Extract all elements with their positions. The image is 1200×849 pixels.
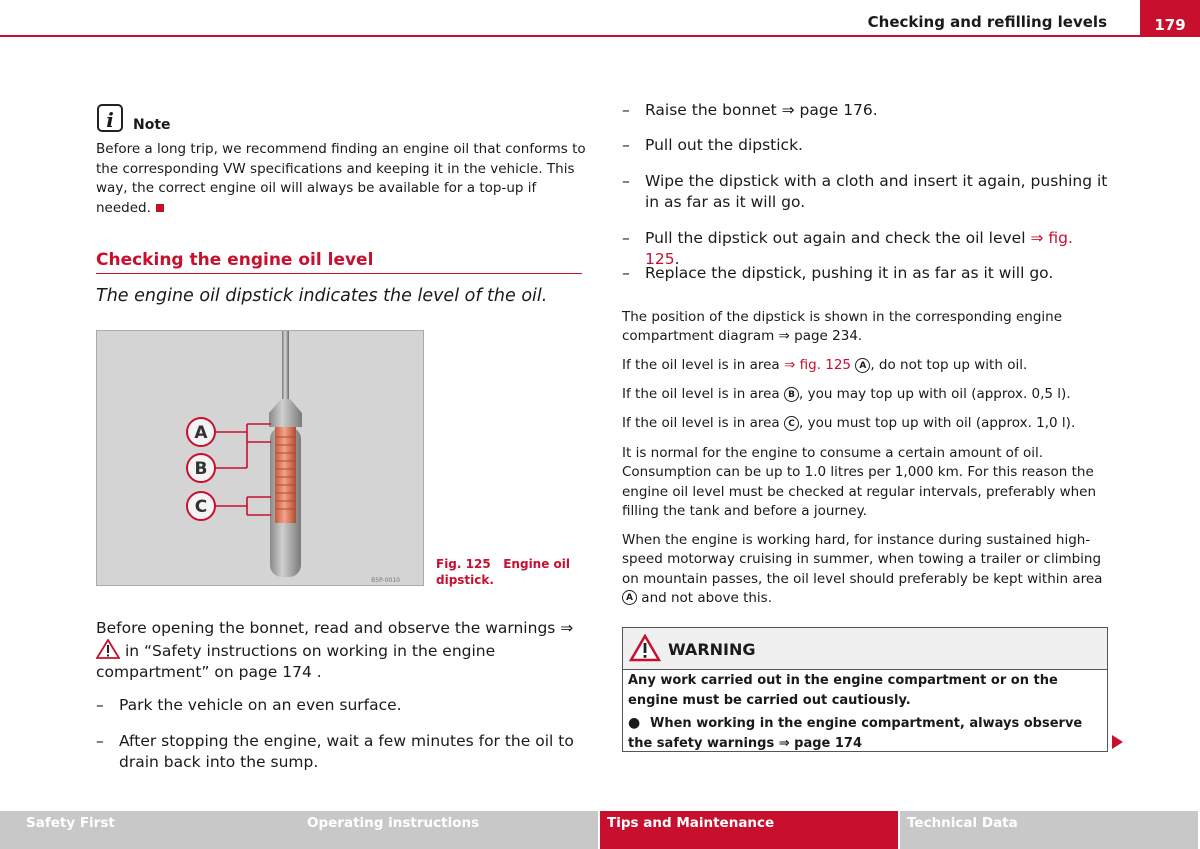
note-body: Before a long trip, we recommend finding an engine oil that conforms to the corresponding VW specifications and keeping it in the vehicle. This way, the correct engine oil will always be available for a top-up if needed. <box>96 141 586 216</box>
note-text <box>96 140 586 218</box>
step-end: . <box>674 250 680 268</box>
warning-title: WARNING <box>668 640 756 659</box>
step-text: Pull out the dipstick. <box>645 136 803 154</box>
step-text: Wipe the dipstick with a cloth and insert it again, pushing it in as far as it will go. <box>645 172 1108 211</box>
paragraph: The position of the dipstick is shown in the corresponding engine compartment diagram ⇒ page 234. <box>622 309 1063 345</box>
step-item: – Replace the dipstick, pushing it in as far as it will go. <box>622 264 1054 282</box>
footer-tab-operating-instructions[interactable]: Operating instructions <box>300 811 598 849</box>
dipstick-illustration <box>97 331 424 586</box>
paragraph: It is normal for the engine to consume a certain amount of oil. Consumption can be up to 1.0 litres per 1,000 km. For this reason the engine oil level must be checked at regular intervals, preferably when filling the tank and before a journey. <box>622 445 1097 519</box>
header-rule <box>0 35 1140 37</box>
paragraph-text: and not above this. <box>641 589 772 606</box>
paragraph-text: If the oil level is in area <box>622 357 780 373</box>
figure-label-a: A <box>194 423 208 443</box>
footer-tab-safety-first[interactable]: Safety First <box>19 811 317 849</box>
fig-link[interactable]: ⇒ fig. 125 <box>645 229 1073 268</box>
warning-triangle-icon <box>629 634 661 662</box>
note-title: Note <box>133 117 171 133</box>
footer-tab-technical-data[interactable]: Technical Data <box>900 811 1198 849</box>
figure-label-c: C <box>194 497 208 517</box>
step-item: – Raise the bonnet ⇒ page 176. <box>622 101 878 119</box>
warning-triangle-icon <box>96 639 120 659</box>
paragraph <box>622 385 1108 404</box>
paragraph-text: If the oil level is in area <box>622 415 780 431</box>
footer-tab-tips-and-maintenance[interactable]: Tips and Maintenance <box>600 811 898 849</box>
paragraph-text: If the oil level is in area <box>622 386 780 402</box>
paragraph-text: , you may top up with oil (approx. 0,5 l). <box>799 386 1071 402</box>
step-text: After stopping the engine, wait a few minutes for the oil to drain back into the sump. <box>119 732 574 771</box>
footer-tab-edge <box>0 811 19 849</box>
paragraph <box>622 414 1108 433</box>
paragraph-text: When the engine is working hard, for instance during sustained high-speed motorway cruising in summer, when towing a trailer or climbing on mountain passes, the oil level should preferably be kept within area <box>622 532 1103 587</box>
bonnet-text-end: in “Safety instructions on working in the engine compartment” on page 174 . <box>96 642 496 681</box>
step-item: – Pull the dipstick out again and check the oil level ⇒ fig. 125. <box>622 229 1073 268</box>
step-item: – After stopping the engine, wait a few minutes for the oil to drain back into the sump. <box>96 732 574 771</box>
warning-line: Any work carried out in the engine compartment or on the engine must be carried out cautiously. <box>628 673 1058 708</box>
paragraph <box>622 531 1108 608</box>
figure-caption-number: Fig. 125 <box>436 557 491 571</box>
warning-bullet-text: When working in the engine compartment, always observe the safety warnings ⇒ page 174 <box>628 716 1083 751</box>
page-title: Checking and refilling levels <box>867 13 1107 31</box>
next-page-arrow-icon[interactable] <box>1112 735 1123 749</box>
section-title: Checking the engine oil level <box>96 250 374 270</box>
area-c-marker: C <box>784 416 799 431</box>
end-mark-icon <box>156 204 164 212</box>
fig-link[interactable]: ⇒ fig. 125 <box>784 357 852 373</box>
section-rule <box>96 273 582 274</box>
figure-caption <box>436 556 576 588</box>
warning-body <box>628 671 1104 753</box>
bonnet-warning-paragraph <box>96 618 586 683</box>
step-text: Pull the dipstick out again and check the oil level <box>645 229 1026 247</box>
paragraph-text: , do not top up with oil. <box>870 357 1028 373</box>
step-text: Replace the dipstick, pushing it in as far as it will go. <box>645 264 1054 282</box>
step-item: – Wipe the dipstick with a cloth and insert it again, pushing it in as far as it will go. <box>622 172 1108 211</box>
warning-bullet: ● When working in the engine compartment, always observe the safety warnings ⇒ page 174 <box>628 715 1083 751</box>
figure-label-b: B <box>194 459 208 479</box>
dipstick-collar <box>269 399 302 427</box>
paragraph <box>622 356 1108 375</box>
warning-header <box>623 628 1107 670</box>
figure-code: B5P-0010 <box>371 577 400 584</box>
area-a-marker: A <box>622 590 637 605</box>
figure-caption-text: Engine oil dipstick. <box>436 557 571 587</box>
step-text: Park the vehicle on an even surface. <box>119 696 402 714</box>
dipstick-figure <box>96 330 424 586</box>
step-item: – Pull out the dipstick. <box>622 136 803 154</box>
area-b-marker: B <box>784 387 799 402</box>
bonnet-text-start: Before opening the bonnet, read and observe the warnings ⇒ <box>96 619 574 637</box>
section-subtitle: The engine oil dipstick indicates the level of the oil. <box>96 286 548 306</box>
area-a-marker: A <box>855 358 870 373</box>
warning-box <box>622 627 1108 752</box>
step-text: Raise the bonnet ⇒ page 176. <box>645 101 878 119</box>
dipstick-rod <box>282 331 289 401</box>
paragraph-text: , you must top up with oil (approx. 1,0 l). <box>799 415 1076 431</box>
info-icon: i <box>97 104 123 132</box>
step-item: – Park the vehicle on an even surface. <box>96 696 402 714</box>
page-number: 179 <box>1140 0 1200 37</box>
